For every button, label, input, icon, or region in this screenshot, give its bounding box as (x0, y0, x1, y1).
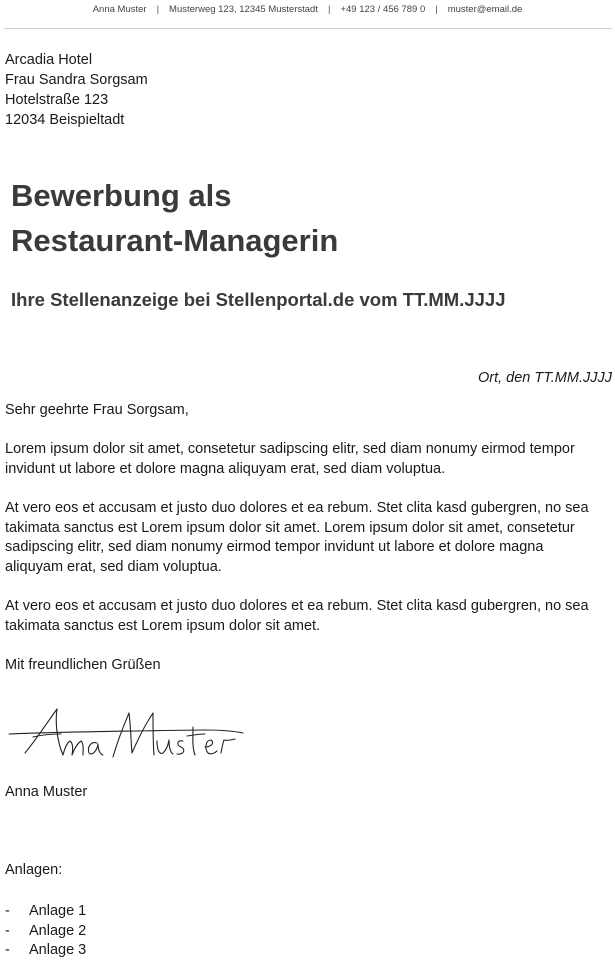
body-paragraph: At vero eos et accusam et justo duo dolores et ea rebum. Stet clita kasd gubergren, no sea takimata sanctus est Lorem ipsum dolor sit amet. (5, 597, 589, 634)
separator: | (435, 3, 438, 15)
attachments-label: Anlagen: (5, 862, 63, 878)
attachment-label: Anlage 3 (29, 942, 87, 959)
salutation: Sehr geehrte Frau Sorgsam, (5, 402, 189, 418)
sender-name-header: Anna Muster (92, 3, 147, 15)
recipient-contact: Frau Sandra Sorgsam (5, 72, 148, 88)
sender-email: muster@email.de (447, 3, 523, 15)
attachments-list (5, 902, 86, 961)
letter-date: Ort, den TT.MM.JJJJ (477, 370, 612, 386)
attachment-label: Anlage 2 (29, 922, 87, 939)
letter-title-line2: Restaurant-Managerin (11, 223, 339, 258)
body-paragraph: At vero eos et accusam et justo duo dolores et ea rebum. Stet clita kasd gubergren, no sea takimata sanctus est Lorem ipsum dolor sit amet. Lorem ipsum dolor sit amet, consetetur sadipscing elitr, sed diam nonumy eirmod tempor invidunt ut labore et dolore magna aliquyam erat, sed diam voluptua. (5, 499, 589, 575)
sender-name-closing: Anna Muster (5, 784, 88, 800)
list-bullet: - (5, 942, 10, 959)
letter-subtitle: Ihre Stellenanzeige bei Stellenportal.de vom TT.MM.JJJJ (11, 289, 506, 310)
body-paragraph: Lorem ipsum dolor sit amet, consetetur sadipscing elitr, sed diam nonumy eirmod tempor invidunt ut labore et dolore magna aliquyam erat, sed diam voluptua. (5, 441, 575, 477)
list-item (5, 922, 86, 942)
closing: Mit freundlichen Grüßen (5, 656, 161, 673)
recipient-company: Arcadia Hotel (5, 52, 93, 68)
letterhead (0, 0, 615, 18)
header-divider (4, 28, 612, 29)
recipient-city: 12034 Beispieltadt (5, 112, 125, 128)
recipient-address (5, 50, 148, 130)
attachment-label: Anlage 1 (29, 903, 87, 919)
handwritten-signature (5, 703, 255, 765)
sender-phone: +49 123 / 456 789 0 (340, 3, 426, 15)
letter-body (5, 401, 605, 695)
list-item (5, 902, 86, 922)
letter-title-line1: Bewerbung als (11, 178, 232, 213)
sender-address: Musterweg 123, 12345 Musterstadt (169, 3, 318, 15)
letter-title (11, 173, 338, 263)
list-bullet: - (5, 903, 10, 919)
recipient-street: Hotelstraße 123 (5, 92, 109, 108)
list-item (5, 941, 86, 961)
separator: | (327, 3, 331, 15)
separator: | (156, 3, 160, 15)
list-bullet: - (5, 922, 10, 939)
